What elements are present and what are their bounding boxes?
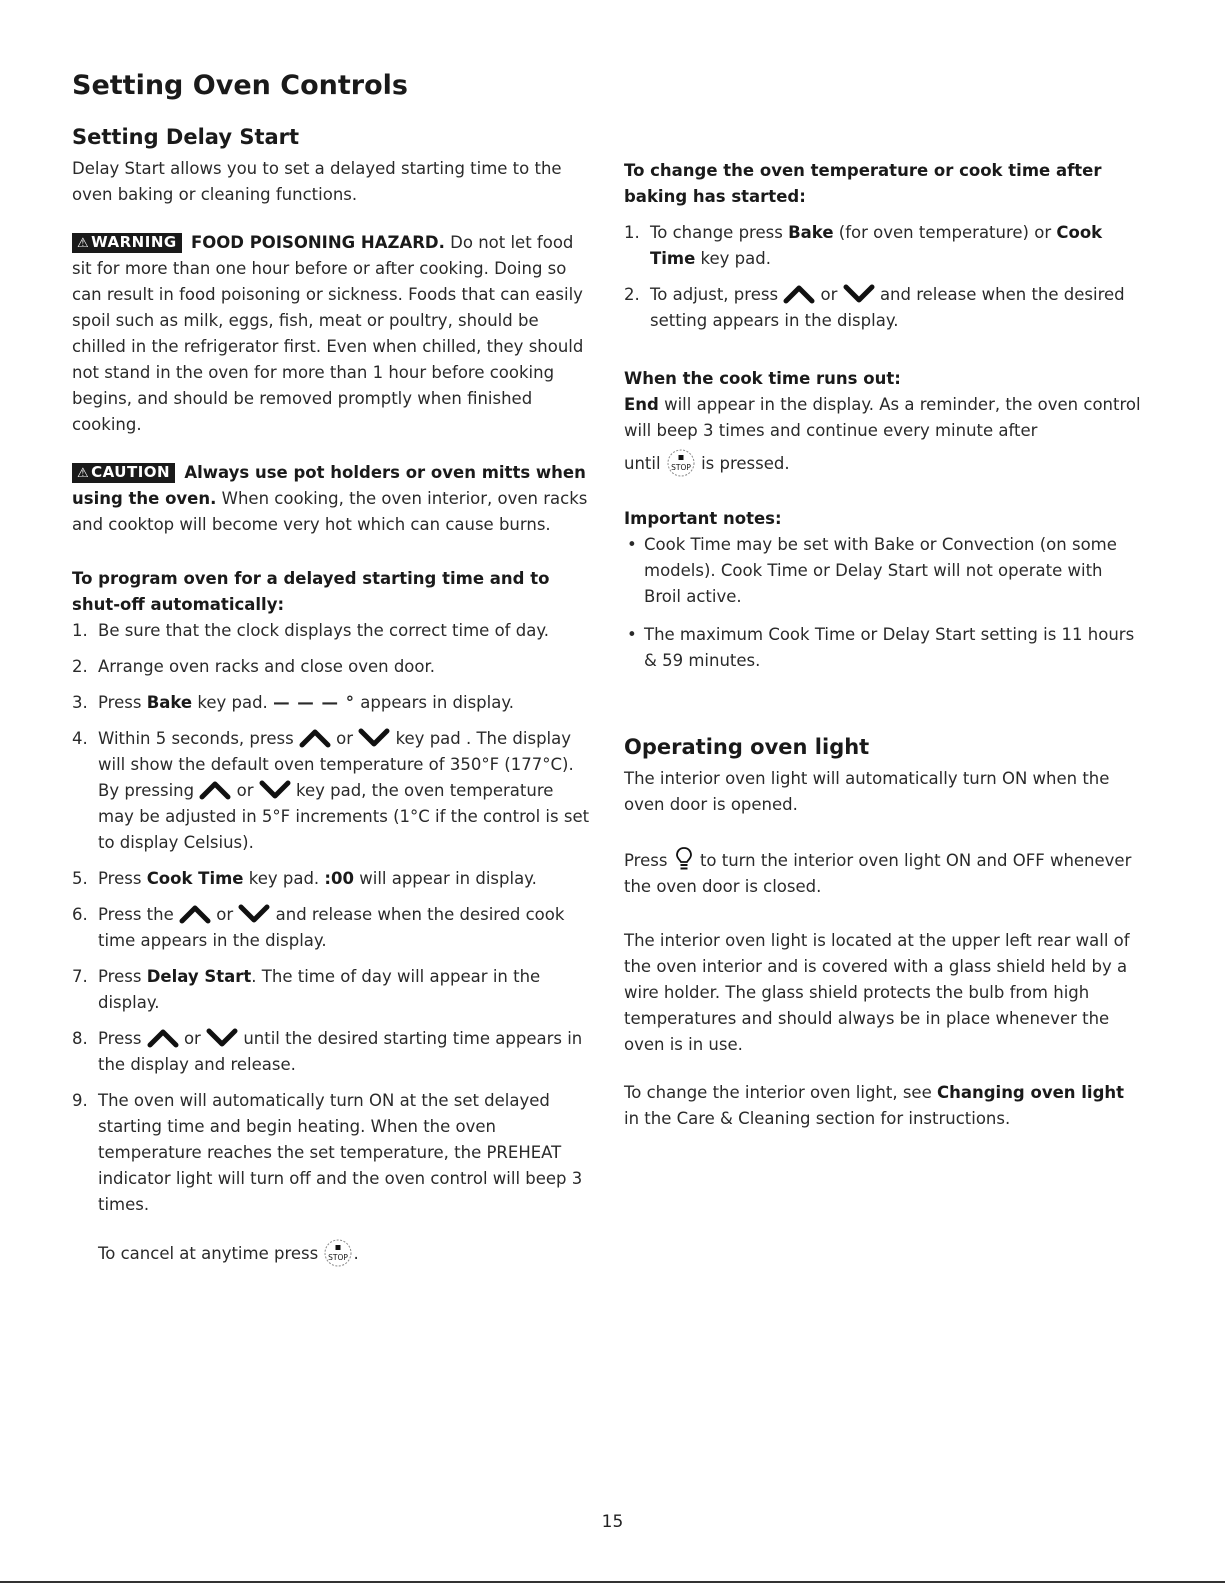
step-8: 8. Press or until the desired starting time appears in the display and release. xyxy=(72,1029,583,1074)
oven-light-heading: Operating oven light xyxy=(624,735,870,759)
warning-title: FOOD POISONING HAZARD. xyxy=(190,233,445,252)
change-after-heading: To change the oven temperature or cook time after baking has started: xyxy=(624,161,1102,206)
up-arrow-icon xyxy=(147,1028,179,1048)
caution-triangle-icon: ⚠ xyxy=(77,466,90,481)
up-arrow-icon xyxy=(179,904,211,924)
caution-text: When cooking, the oven interior, oven racks and cooktop will become very hot which can cause burns. xyxy=(72,489,588,534)
change-step-1: 1. To change press Bake (for oven temperature) or Cook Time key pad. xyxy=(624,223,1103,268)
caution-title: Always use pot holders or oven mitts when using the oven. xyxy=(72,463,586,508)
cook-time-out-heading: When the cook time runs out: xyxy=(624,369,901,388)
svg-text:STOP: STOP xyxy=(670,463,691,472)
oven-light-p4: To change the interior oven light, see Changing oven light in the Care & Cleaning section for instructions. xyxy=(624,1083,1125,1128)
display-dashes: — — — ° xyxy=(273,693,356,712)
oven-light-p3: The interior oven light is located at the upper left rear wall of the oven interior and is covered with a glass shield held by a wire holder. The glass shield protects the bulb from high temperatures and should always be in place whenever the oven is in use. xyxy=(624,931,1130,1054)
up-arrow-icon xyxy=(199,780,231,800)
page-number: 15 xyxy=(601,1512,624,1532)
warning-text: Do not let food sit for more than one hour before or after cooking. Doing so can result in food poisoning or sickness. Foods that can easily spoil such as milk, eggs, fish, meat or poultry, should be chilled in the refrigerator first. Even when chilled, they should not stand in the oven for more than 1 hour before cooking begins, and should be removed promptly when finished cooking. xyxy=(72,233,584,434)
caution-badge: ⚠ CAUTION xyxy=(72,463,175,483)
svg-text:STOP: STOP xyxy=(328,1253,349,1262)
down-arrow-icon xyxy=(259,780,291,800)
up-arrow-icon xyxy=(783,284,815,304)
step-9: 9. The oven will automatically turn ON at the set delayed starting time and begin heating. When the oven temperature reaches the set temperature, the PREHEAT indicator light will turn off and the oven control will beep 3 times. xyxy=(72,1091,583,1214)
down-arrow-icon xyxy=(843,284,875,304)
important-notes-heading: Important notes: xyxy=(624,509,782,528)
delay-start-heading: Setting Delay Start xyxy=(72,125,300,149)
cook-time-out-until: until STOP is pressed. xyxy=(624,448,1144,478)
up-arrow-icon xyxy=(299,728,331,748)
delay-start-intro: Delay Start allows you to set a delayed starting time to the oven baking or cleaning functions. xyxy=(72,159,562,204)
note-1: • Cook Time may be set with Bake or Convection (on some models). Cook Time or Delay Start will not operate with Broil active. xyxy=(627,535,1117,606)
bottom-rule xyxy=(0,1581,1225,1583)
step-1: 1. Be sure that the clock displays the correct time of day. xyxy=(72,621,549,640)
warning-paragraph xyxy=(72,230,592,438)
step-6: 6. Press the or and release when the desired cook time appears in the display. xyxy=(72,905,565,950)
step-4: 4. Within 5 seconds, press or key pad . The display will show the default oven temperature of 350°F (177°C). By pressing or key pad, the oven temperature may be adjusted in 5°F increments (1°C if the control is set to display Celsius). xyxy=(72,729,590,852)
step-3: 3. Press Bake key pad. — — — ° appears in display. xyxy=(72,693,515,712)
warning-badge: ⚠ WARNING xyxy=(72,233,182,253)
note-2: • The maximum Cook Time or Delay Start setting is 11 hours & 59 minutes. xyxy=(627,625,1135,670)
down-arrow-icon xyxy=(358,728,390,748)
stop-key-icon xyxy=(666,448,696,478)
page-title: Setting Oven Controls xyxy=(72,70,408,101)
down-arrow-icon xyxy=(206,1028,238,1048)
important-notes-list xyxy=(624,532,1144,674)
down-arrow-icon xyxy=(238,904,270,924)
oven-light-p1: The interior oven light will automatically turn ON when the oven door is opened. xyxy=(624,769,1110,814)
change-step-2: 2. To adjust, press or and release when the desired setting appears in the display. xyxy=(624,285,1125,330)
step-5: 5. Press Cook Time key pad. :00 will appear in display. xyxy=(72,869,537,888)
cancel-note: To cancel at anytime press STOP . xyxy=(72,1238,592,1268)
program-heading: To program oven for a delayed starting time and to shut-off automatically: xyxy=(72,569,550,614)
delay-start-steps xyxy=(72,618,592,1218)
oven-light-p2: Press to turn the interior oven light ON and OFF whenever the oven door is closed. xyxy=(624,846,1144,900)
light-bulb-icon xyxy=(675,846,693,872)
change-after-steps xyxy=(624,220,1144,334)
warning-triangle-icon: ⚠ xyxy=(77,236,90,251)
step-2: 2. Arrange oven racks and close oven door. xyxy=(72,657,436,676)
left-column xyxy=(72,122,592,1268)
step-7: 7. Press Delay Start. The time of day will appear in the display. xyxy=(72,967,541,1012)
caution-paragraph xyxy=(72,460,592,538)
cook-time-out-text: End will appear in the display. As a reminder, the oven control will beep 3 times and continue every minute after xyxy=(624,395,1141,440)
stop-key-icon xyxy=(323,1238,353,1268)
right-column xyxy=(624,158,1144,1132)
